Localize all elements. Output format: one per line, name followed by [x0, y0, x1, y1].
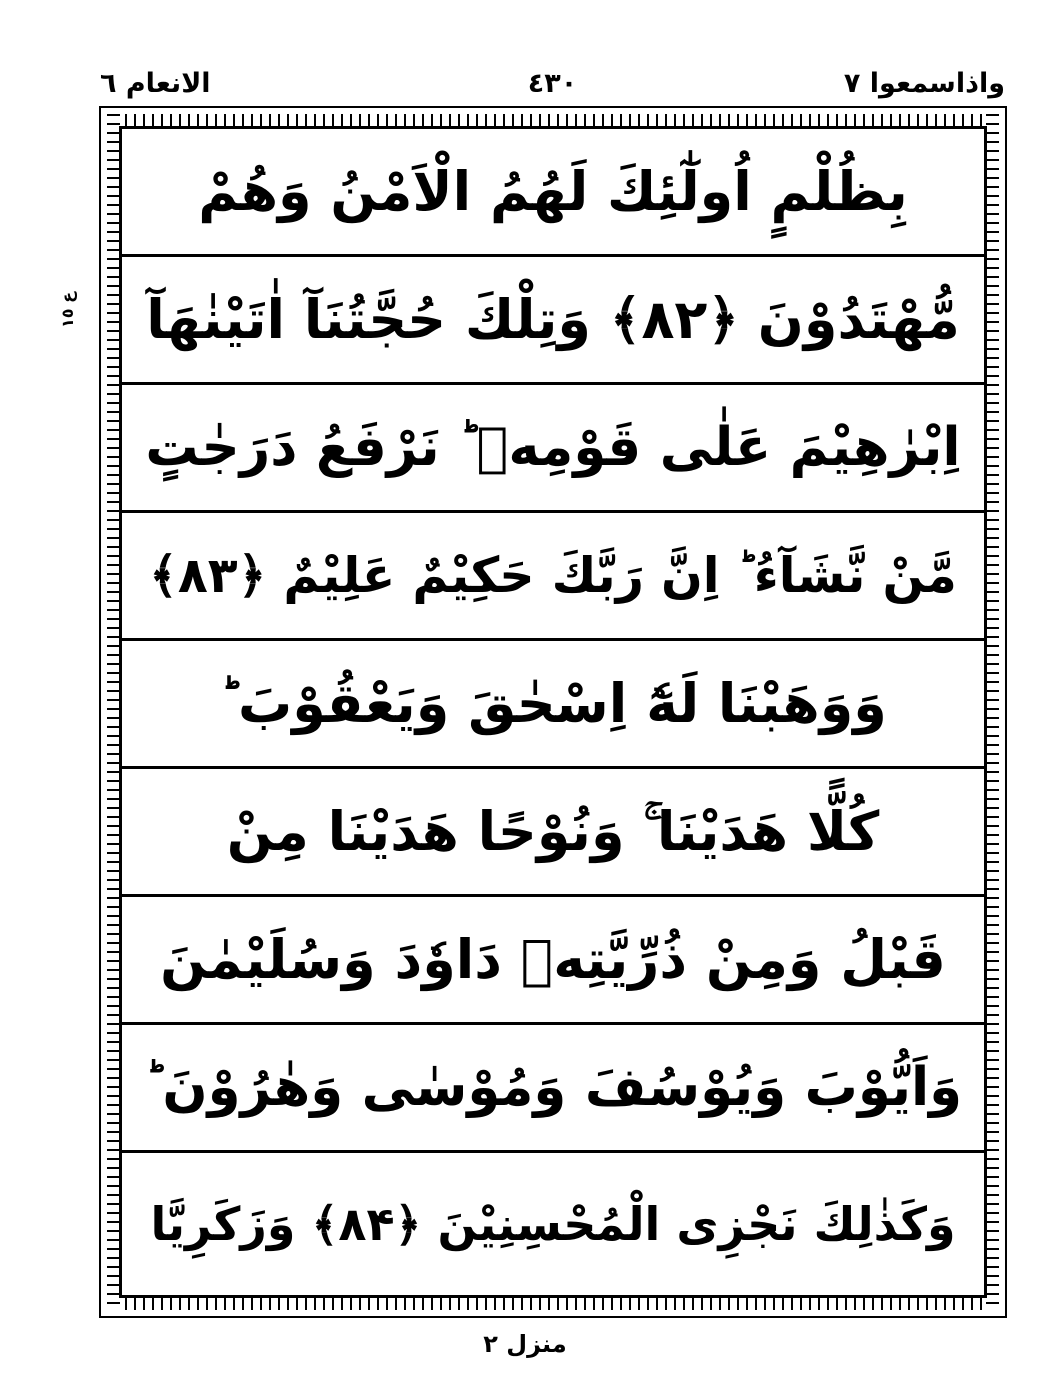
border-ornament-right [986, 114, 999, 1310]
verse-lines [122, 129, 984, 1295]
page-number: ٤٣٠ [527, 68, 578, 99]
surah-name: الانعام ٦ [100, 68, 211, 99]
verse-line [122, 1153, 984, 1295]
verse-text: مُّهْتَدُوْنَ ﴿۸۲﴾ وَتِلْكَ حُجَّتُنَآ اٰتَيْنٰهَآ [146, 287, 960, 351]
manzil-marker: منزل ٢ [483, 1330, 567, 1358]
verse-text: اِبْرٰهِيْمَ عَلٰى قَوْمِهٖ ؕ نَرْفَعُ دَرَجٰتٍ [145, 417, 961, 478]
verse-text: مَّنْ نَّشَآءُ ؕ اِنَّ رَبَّكَ حَكِيْمٌ عَلِيْمٌ ﴿۸۳﴾ [149, 547, 957, 604]
border-ornament-bottom [107, 1297, 999, 1310]
verse-line [122, 1025, 984, 1153]
verse-text: بِظُلْمٍ اُولٰٓئِكَ لَهُمُ الْاَمْنُ وَهُمْ [198, 159, 908, 223]
page-frame [99, 106, 1007, 1318]
verse-text: وَاَيُّوْبَ وَيُوْسُفَ وَمُوْسٰى وَهٰرُوْنَ ؕ [143, 1057, 963, 1118]
verse-text: قَبْلُ وَمِنْ ذُرِّيَّتِهٖ دَاوٗدَ وَسُلَيْمٰنَ [160, 927, 946, 991]
verse-line [122, 257, 984, 385]
page-header [100, 62, 1005, 106]
verse-text: وَوَهَبْنَا لَهٗٓ اِسْحٰقَ وَيَعْقُوْبَ ؕ [219, 671, 887, 735]
verse-line [122, 641, 984, 769]
verse-line [122, 897, 984, 1025]
verse-line [122, 385, 984, 513]
para-name: واذاسمعوا ٧ [843, 68, 1005, 99]
verse-line [122, 513, 984, 641]
ruku-marker: ع ١٥ [58, 292, 77, 329]
verse-line [122, 129, 984, 257]
verse-text: كُلًّا هَدَيْنَا ۚ وَنُوْحًا هَدَيْنَا مِنْ [226, 799, 880, 863]
verse-line [122, 769, 984, 897]
verse-text: وَكَذٰلِكَ نَجْزِى الْمُحْسِنِيْنَ ﴿۸۴﴾ وَزَكَرِيَّا [150, 1197, 956, 1251]
